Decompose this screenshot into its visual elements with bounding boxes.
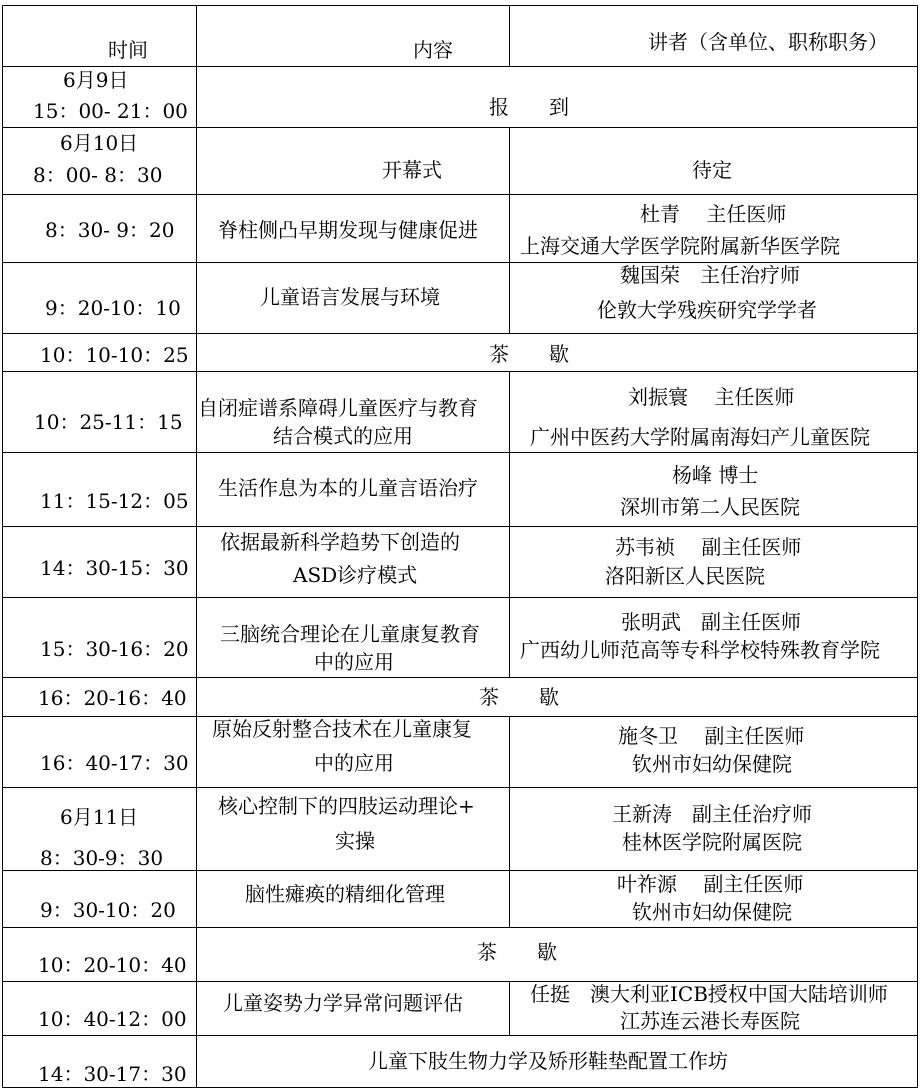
row-content: 开幕式 xyxy=(382,158,442,182)
row-content-line1: 核心控制下的四肢运动理论+ xyxy=(218,794,475,818)
row-content-line2: 结合模式的应用 xyxy=(273,424,413,448)
row-speaker-org: 上海交通大学医学院附属新华医学院 xyxy=(520,234,840,258)
row-speaker-name: 苏韦祯 副主任医师 xyxy=(615,535,802,559)
row-time: 10：25-11：15 xyxy=(34,410,183,434)
row-time: 14：30-15：30 xyxy=(40,556,189,580)
row-content-line2: ASD诊疗模式 xyxy=(293,563,418,587)
row-time: 8：30- 9：20 xyxy=(45,218,175,242)
row-speaker: 待定 xyxy=(692,158,732,182)
row-speaker-org: 广西幼儿师范高等专科学校特殊教育学院 xyxy=(520,638,880,662)
row-content-line1: 原始反射整合技术在儿童康复 xyxy=(212,717,472,741)
row-content-line1: 三脑统合理论在儿童康复教育 xyxy=(220,622,480,646)
row-speaker-org: 桂林医学院附属医院 xyxy=(622,830,802,854)
row-merged-label: 茶 歇 xyxy=(479,685,559,709)
row-time: 15：00- 21：00 xyxy=(33,99,188,123)
header-content: 内容 xyxy=(413,38,453,62)
row-speaker-name: 刘振寰 主任医师 xyxy=(628,385,795,409)
row-content-line2: 实操 xyxy=(335,829,375,853)
row-speaker-name: 施冬卫 副主任医师 xyxy=(618,724,805,748)
row-content-line2: 中的应用 xyxy=(314,751,394,775)
row-date: 6月9日 xyxy=(63,68,129,92)
row-time: 10：20-10：40 xyxy=(38,953,187,977)
row-merged-label: 儿童下肢生物力学及矫形鞋垫配置工作坊 xyxy=(368,1049,728,1073)
row-content: 儿童姿势力学异常问题评估 xyxy=(223,991,463,1015)
row-time: 10：10-10：25 xyxy=(40,343,189,367)
row-content: 脑性瘫痪的精细化管理 xyxy=(245,882,445,906)
row-time: 15：30-16：20 xyxy=(40,637,189,661)
row-date: 6月10日 xyxy=(60,131,139,155)
header-speaker: 讲者（含单位、职称职务） xyxy=(648,30,888,54)
header-time: 时间 xyxy=(108,38,148,62)
row-speaker-name: 杨峰 博士 xyxy=(672,463,759,487)
row-speaker-org: 洛阳新区人民医院 xyxy=(605,564,765,588)
row-time: 10：40-12：00 xyxy=(38,1007,187,1031)
row-speaker-name: 叶祚源 副主任医师 xyxy=(617,872,804,896)
row-time: 9：20-10：10 xyxy=(45,296,181,320)
row-speaker-name: 杜青 主任医师 xyxy=(640,202,787,226)
row-speaker-org: 伦敦大学残疾研究学学者 xyxy=(597,298,817,322)
row-content: 儿童语言发展与环境 xyxy=(260,285,440,309)
row-time: 8：30-9：30 xyxy=(40,846,164,870)
row-speaker-org: 钦州市妇幼保健院 xyxy=(632,752,792,776)
row-content-line1: 依据最新科学趋势下创造的 xyxy=(220,530,460,554)
row-speaker-name: 王新涛 副主任治疗师 xyxy=(612,802,812,826)
row-speaker-org: 钦州市妇幼保健院 xyxy=(632,900,792,924)
row-time: 11：15-12：05 xyxy=(40,489,189,513)
row-date: 6月11日 xyxy=(60,805,139,829)
row-time: 16：40-17：30 xyxy=(40,751,189,775)
row-content-line1: 自闭症谱系障碍儿童医疗与教育 xyxy=(198,396,478,420)
row-content: 生活作息为本的儿童言语治疗 xyxy=(218,476,478,500)
row-time: 9：30-10：20 xyxy=(40,898,176,922)
row-speaker-org: 深圳市第二人民医院 xyxy=(620,495,800,519)
row-speaker-name: 张明武 副主任医师 xyxy=(621,610,801,634)
row-time: 16：20-16：40 xyxy=(38,686,187,710)
row-time: 14：30-17：30 xyxy=(38,1062,187,1086)
row-speaker-org: 广州中医药大学附属南海妇产儿童医院 xyxy=(530,425,870,449)
row-speaker-org: 江苏连云港长寿医院 xyxy=(620,1009,800,1033)
row-speaker-name: 魏国荣 主任治疗师 xyxy=(620,263,800,287)
row-time: 8：00- 8：30 xyxy=(33,163,163,187)
row-content-line2: 中的应用 xyxy=(314,650,394,674)
row-merged-label: 报 到 xyxy=(489,95,569,119)
row-speaker-name: 任挺 澳大利亚ICB授权中国大陆培训师 xyxy=(530,982,888,1006)
row-merged-label: 茶 歇 xyxy=(489,342,569,366)
row-content: 脊柱侧凸早期发现与健康促进 xyxy=(218,218,478,242)
row-merged-label: 茶 歇 xyxy=(477,940,557,964)
